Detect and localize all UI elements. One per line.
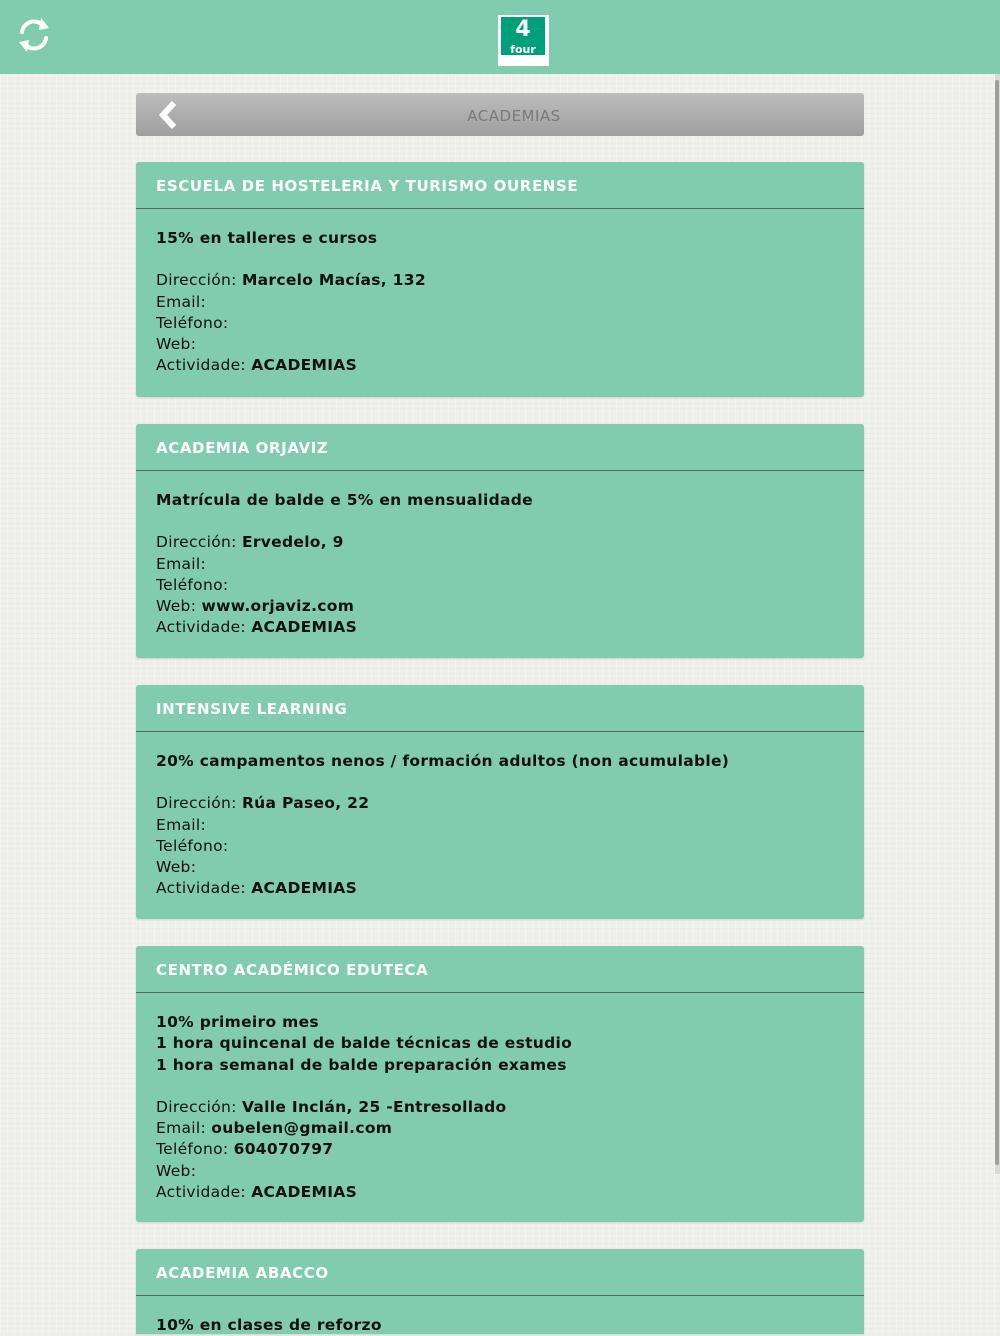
email-link[interactable]: oubelen@gmail.com [211, 1119, 393, 1138]
card-header [136, 162, 864, 209]
back-button[interactable] [154, 100, 184, 130]
web-label: Web: [156, 858, 197, 877]
address-row [156, 1097, 844, 1118]
web-label: Web: [156, 1161, 197, 1180]
phone-label: Teléfono: [156, 836, 229, 855]
card-title: ACADEMIA ABACCO [156, 1264, 329, 1282]
top-bar [0, 0, 1000, 74]
phone-row [156, 836, 844, 857]
activity-row [156, 355, 844, 376]
email-label: Email: [156, 292, 207, 311]
web-label: Web: [156, 597, 197, 616]
chevron-left-icon [154, 100, 184, 130]
web-row [156, 596, 844, 617]
phone-link[interactable]: 604070797 [233, 1140, 334, 1159]
offer-text: 1 hora quincenal de balde técnicas de estudio [156, 1034, 573, 1053]
activity-value: ACADEMIAS [251, 879, 358, 898]
address-value: Ervedelo, 9 [241, 533, 344, 552]
refresh-button[interactable] [14, 15, 54, 55]
email-label: Email: [156, 815, 207, 834]
activity-label: Actividade: [156, 879, 246, 898]
academy-card[interactable] [136, 946, 864, 1222]
phone-row [156, 575, 844, 596]
web-link[interactable]: www.orjaviz.com [201, 597, 355, 616]
logo-word: four [510, 43, 536, 56]
web-row [156, 857, 844, 878]
address-label: Dirección: [156, 794, 237, 813]
card-title: INTENSIVE LEARNING [156, 700, 348, 718]
logo-badge [501, 17, 545, 55]
academy-card[interactable] [136, 424, 864, 658]
offer-text: 10% en clases de reforzo [156, 1316, 382, 1334]
email-row [156, 292, 844, 313]
address-row [156, 270, 844, 291]
card-title: CENTRO ACADÉMICO EDUTECA [156, 961, 429, 979]
address-label: Dirección: [156, 271, 237, 290]
activity-label: Actividade: [156, 356, 246, 375]
card-header [136, 424, 864, 471]
card-header [136, 1249, 864, 1296]
phone-row [156, 1139, 844, 1160]
phone-row [156, 313, 844, 334]
offer-text: 20% campamentos nenos / formación adultos (non acumulable) [156, 752, 730, 770]
card-header [136, 946, 864, 993]
activity-row [156, 878, 844, 899]
address-row [156, 793, 844, 814]
phone-label: Teléfono: [156, 1140, 229, 1159]
email-label: Email: [156, 1119, 207, 1138]
card-title: ACADEMIA ORJAVIZ [156, 439, 329, 457]
academy-card[interactable] [136, 685, 864, 919]
card-header [136, 685, 864, 732]
address-value: Rúa Paseo, 22 [241, 794, 370, 813]
web-row [156, 1161, 844, 1182]
activity-label: Actividade: [156, 618, 246, 637]
offer-text: Matrícula de balde e 5% en mensualidade [156, 491, 533, 509]
phone-label: Teléfono: [156, 313, 229, 332]
app-logo [498, 15, 549, 66]
section-title: ACADEMIAS [467, 107, 561, 125]
card-body [136, 732, 864, 900]
address-label: Dirección: [156, 1097, 237, 1116]
activity-label: Actividade: [156, 1183, 246, 1202]
email-row [156, 1118, 844, 1139]
card-body [136, 471, 864, 639]
email-row [156, 815, 844, 836]
activity-row [156, 1182, 844, 1203]
academy-card[interactable] [136, 162, 864, 397]
activity-row [156, 617, 844, 638]
address-label: Dirección: [156, 533, 237, 552]
address-row [156, 532, 844, 553]
card-body [136, 209, 864, 377]
card-body [136, 993, 864, 1203]
web-row [156, 334, 844, 355]
scrollbar-thumb[interactable] [995, 80, 999, 1165]
offer-text: 1 hora semanal de balde preparación exames [156, 1055, 567, 1074]
section-header [136, 93, 864, 136]
email-label: Email: [156, 554, 207, 573]
card-title: ESCUELA DE HOSTELERIA Y TURISMO OURENSE [156, 177, 579, 195]
phone-label: Teléfono: [156, 575, 229, 594]
web-label: Web: [156, 335, 197, 354]
card-body [136, 1296, 864, 1336]
address-value: Valle Inclán, 25 -Entresollado [241, 1097, 507, 1116]
offer-text: 10% primeiro mes [156, 1013, 319, 1031]
logo-digit: 4 [515, 17, 531, 42]
activity-value: ACADEMIAS [251, 618, 358, 637]
address-value: Marcelo Macías, 132 [241, 271, 426, 290]
refresh-icon [14, 15, 54, 55]
email-row [156, 554, 844, 575]
activity-value: ACADEMIAS [251, 356, 358, 375]
activity-value: ACADEMIAS [251, 1183, 358, 1202]
academy-card[interactable] [136, 1249, 864, 1334]
offer-text: 15% en talleres e cursos [156, 229, 378, 247]
